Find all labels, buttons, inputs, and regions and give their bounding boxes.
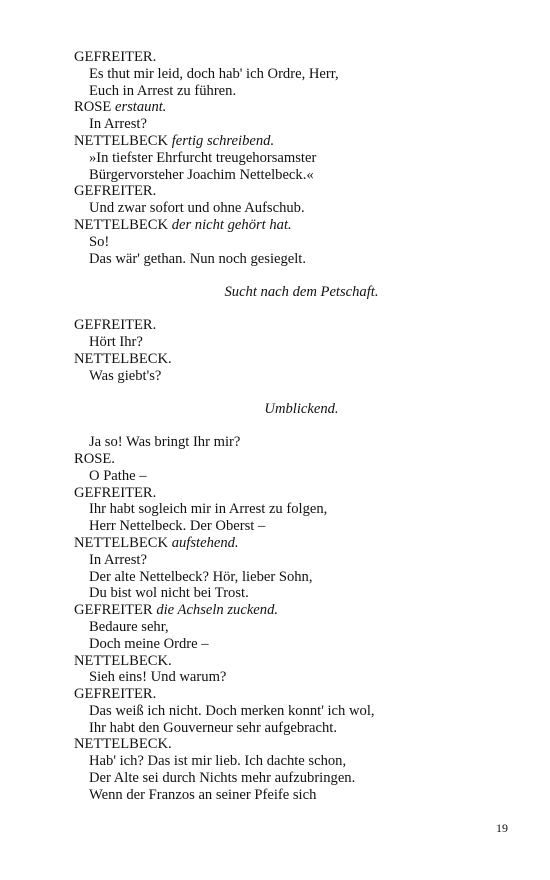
- speaker-name: NETTELBECK: [74, 216, 169, 233]
- speaker-direction: fertig schreibend.: [171, 132, 275, 149]
- speaker-name: GEFREITER.: [74, 686, 157, 703]
- speaker-name: GEFREITER: [74, 602, 153, 619]
- speaker-direction: aufstehend.: [171, 534, 239, 551]
- speaker-direction: erstaunt.: [114, 99, 167, 116]
- speaker-line: [74, 49, 514, 66]
- verse-line: Wenn der Franzos an seiner Pfeife sich: [89, 786, 317, 803]
- verse-line: Sieh eins! Und warum?: [89, 669, 227, 686]
- verse-line: In Arrest?: [89, 116, 147, 133]
- speaker-name: GEFREITER.: [74, 317, 157, 334]
- verse-line: »In tiefster Ehrfurcht treugehorsamster: [89, 149, 317, 166]
- speaker-name: NETTELBECK: [74, 534, 169, 551]
- speaker-line: [74, 351, 514, 368]
- speaker-line: [74, 485, 514, 502]
- verse-line: Und zwar sofort und ohne Aufschub.: [89, 200, 305, 217]
- stage-direction: Umblickend.: [264, 401, 339, 418]
- verse-line: So!: [89, 233, 110, 250]
- verse-line: Herr Nettelbeck. Der Oberst –: [89, 518, 266, 535]
- verse-line: Ihr habt den Gouverneur sehr aufgebracht.: [89, 719, 337, 736]
- verse-line: Es thut mir leid, doch hab' ich Ordre, Herr,: [89, 65, 339, 82]
- verse-line: Euch in Arrest zu führen.: [89, 82, 237, 99]
- verse-line: Bedaure sehr,: [89, 618, 169, 635]
- page-number: 19: [496, 821, 508, 835]
- speaker-name: GEFREITER.: [74, 484, 157, 501]
- speaker-name: NETTELBECK.: [74, 736, 172, 753]
- speaker-line: [74, 686, 514, 703]
- speaker-name: NETTELBECK.: [74, 652, 172, 669]
- verse-line: Hört Ihr?: [89, 333, 143, 350]
- verse-line: Ihr habt sogleich mir in Arrest zu folgen,: [89, 501, 328, 518]
- speaker-line: [74, 133, 514, 150]
- speaker-name: NETTELBECK.: [74, 350, 172, 367]
- stage-direction: Sucht nach dem Petschaft.: [224, 284, 379, 301]
- speaker-name: GEFREITER.: [74, 183, 157, 200]
- speaker-direction: der nicht gehört hat.: [171, 216, 292, 233]
- speaker-line: [74, 653, 514, 670]
- speaker-name: NETTELBECK: [74, 132, 169, 149]
- play-text: [74, 49, 514, 804]
- speaker-line: [74, 99, 514, 116]
- speaker-line: [74, 535, 514, 552]
- speaker-name: ROSE: [74, 99, 112, 116]
- verse-line: Ja so! Was bringt Ihr mir?: [89, 434, 241, 451]
- verse-line: Das weiß ich nicht. Doch merken konnt' ich wol,: [89, 702, 375, 719]
- verse-line: In Arrest?: [89, 551, 147, 568]
- verse-line: Doch meine Ordre –: [89, 635, 209, 652]
- verse-line: Was giebt's?: [89, 367, 162, 384]
- speaker-line: [74, 183, 514, 200]
- verse-line: O Pathe –: [89, 467, 147, 484]
- verse-line: Das wär' gethan. Nun noch gesiegelt.: [89, 250, 307, 267]
- speaker-line: [74, 602, 514, 619]
- speaker-name: GEFREITER.: [74, 49, 157, 65]
- speaker-line: [74, 736, 514, 753]
- verse-line: Bürgervorsteher Joachim Nettelbeck.«: [89, 166, 314, 183]
- verse-line: Hab' ich? Das ist mir lieb. Ich dachte schon,: [89, 753, 347, 770]
- verse-line: Der Alte sei durch Nichts mehr aufzubringen.: [89, 770, 356, 787]
- speaker-direction: die Achseln zuckend.: [156, 602, 279, 619]
- verse-line: Du bist wol nicht bei Trost.: [89, 585, 249, 602]
- speaker-line: [74, 451, 514, 468]
- speaker-name: ROSE.: [74, 450, 115, 467]
- speaker-line: [74, 317, 514, 334]
- speaker-line: [74, 217, 514, 234]
- verse-line: Der alte Nettelbeck? Hör, lieber Sohn,: [89, 568, 313, 585]
